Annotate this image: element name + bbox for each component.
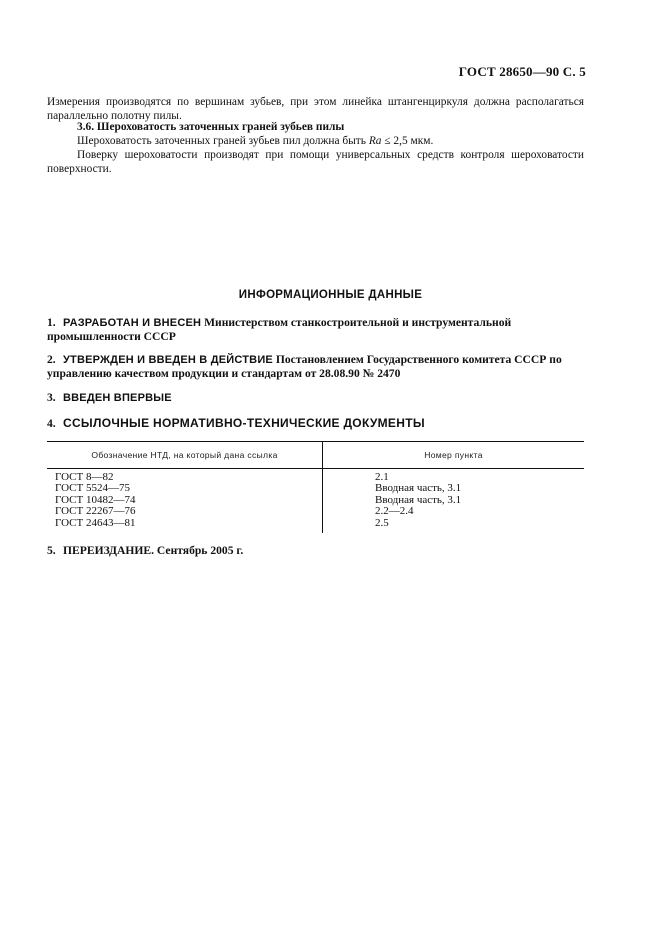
table-row xyxy=(47,506,584,517)
table-header-row xyxy=(47,442,584,469)
cell-designation: ГОСТ 5524—75 xyxy=(47,483,323,494)
item-number: 2. xyxy=(47,353,56,366)
page-header: ГОСТ 28650—90 С. 5 xyxy=(458,64,586,79)
info-item-1 xyxy=(47,316,585,344)
table-row xyxy=(47,518,584,533)
item-caps: РАЗРАБОТАН И ВНЕСЕН xyxy=(63,317,202,329)
section-heading-3-6: 3.6. Шероховатость заточенных граней зубьев пилы xyxy=(77,121,345,133)
cell-designation: ГОСТ 8—82 xyxy=(47,469,323,484)
info-item-3 xyxy=(47,391,585,405)
paragraph-verification: Поверку шероховатости производят при помощи универсальных средств контроля шероховатости поверхности. xyxy=(47,149,584,175)
cell-designation: ГОСТ 22267—76 xyxy=(47,506,323,517)
item-caps: ССЫЛОЧНЫЕ НОРМАТИВНО-ТЕХНИЧЕСКИЕ ДОКУМЕНТЫ xyxy=(63,416,425,430)
paragraph-measurement: Измерения производятся по вершинам зубьев, при этом линейка штангенциркуля должна располагаться параллельно полотну пилы. xyxy=(47,96,584,122)
reference-documents-table xyxy=(47,441,584,533)
header-clause: Номер пункта xyxy=(323,442,585,469)
table-row xyxy=(47,469,584,484)
item-number: 4. xyxy=(47,417,56,430)
item-text: ПЕРЕИЗДАНИЕ. Сентябрь 2005 г. xyxy=(63,544,244,557)
cell-clause: Вводная часть, 3.1 xyxy=(375,493,462,506)
info-item-4 xyxy=(47,416,585,431)
item-caps: ВВЕДЕН ВПЕРВЫЕ xyxy=(63,392,172,404)
paragraph-roughness xyxy=(47,134,584,148)
item-text: Постановлением Государственного комитета СССР по управлению качеством продукции и стандартам от 28.08.90 № 2470 xyxy=(47,353,562,380)
cell-clause: Вводная часть, 3.1 xyxy=(375,482,462,495)
cell-clause: 2.5 xyxy=(375,516,389,529)
header-designation: Обозначение НТД, на который дана ссылка xyxy=(47,442,323,469)
cell-designation: ГОСТ 10482—74 xyxy=(47,495,323,506)
info-item-5 xyxy=(47,544,585,558)
cell-designation: ГОСТ 24643—81 xyxy=(47,518,323,533)
cell-clause: 2.2—2.4 xyxy=(375,505,414,518)
item-number: 1. xyxy=(47,316,56,329)
item-caps: УТВЕРЖДЕН И ВВЕДЕН В ДЕЙСТВИЕ xyxy=(63,354,273,366)
info-data-title: ИНФОРМАЦИОННЫЕ ДАННЫЕ xyxy=(238,289,423,301)
roughness-value: ≤ 2,5 мкм. xyxy=(381,135,434,147)
roughness-text: Шероховатость заточенных граней зубьев пил должна быть xyxy=(77,135,369,147)
item-text: Министерством станкостроительной и инструментальной промышленности СССР xyxy=(47,316,512,343)
cell-clause: 2.1 xyxy=(375,471,389,483)
info-item-2 xyxy=(47,353,585,381)
item-number: 5. xyxy=(47,544,56,557)
ra-symbol: Ra xyxy=(368,135,382,147)
item-number: 3. xyxy=(47,391,56,404)
